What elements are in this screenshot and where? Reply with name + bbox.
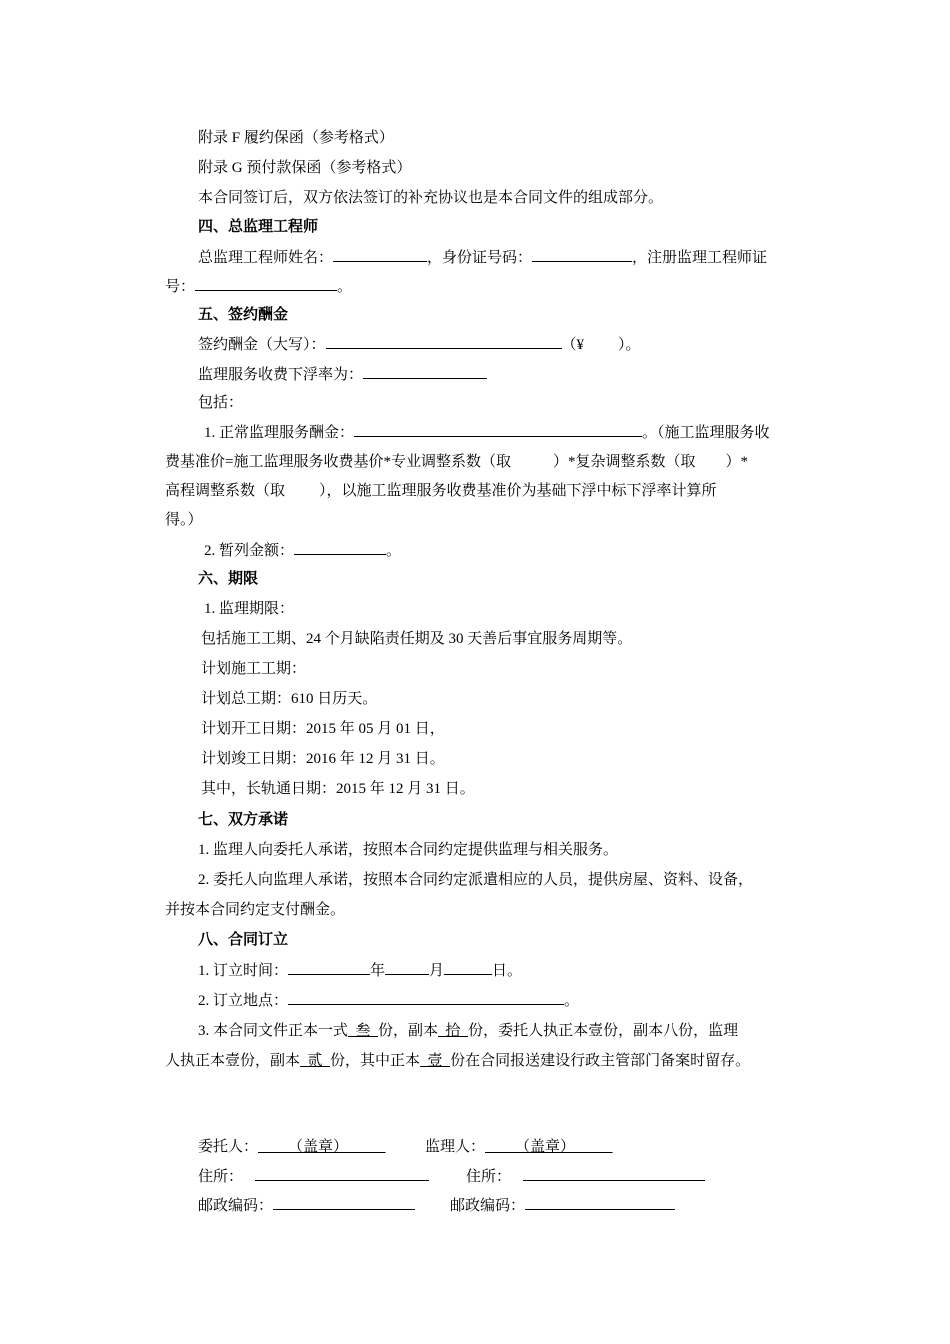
signing-time-line [198,960,522,981]
signing-place-line [198,990,579,1011]
appendix-g: 附录 G 预付款保函（参考格式） [198,160,412,176]
month-blank [385,960,429,975]
client-address-label: 住所： [198,1169,244,1185]
client-postcode-label: 邮政编码： [198,1198,274,1214]
signing-place-blank [288,990,564,1005]
section-7-heading: 七、双方承诺 [198,812,289,828]
month-label: 月 [429,963,445,979]
fee-formula-line [165,452,748,472]
day-label: 日。 [492,963,523,979]
supervisor-address-blank [523,1166,705,1181]
provisional-sum-line [204,540,401,561]
normal-fee-label: 1. 正常监理服务酬金： [204,425,355,441]
signing-time-label: 1. 订立时间： [198,963,289,979]
section-8-heading: 八、合同订立 [198,932,289,948]
client-address [198,1166,429,1187]
year-label: 年 [370,963,386,979]
supervisor-address [466,1166,705,1187]
supervisor-postcode-blank [525,1195,675,1210]
supervisor-signature [425,1137,613,1157]
id-number-blank [532,247,632,262]
client-postcode-blank [273,1195,415,1210]
copies-part4: 人执正本壹份，副本 [165,1053,301,1069]
duplicate-count: 拾 [445,1023,461,1039]
day-blank [444,960,492,975]
planned-period-label: 计划施工工期： [201,661,307,677]
copies-line-1 [198,1021,738,1041]
client-postcode [198,1195,415,1216]
fee-yen-close: ）。 [618,337,641,353]
chief-name-label: 总监理工程师姓名： [198,250,334,266]
chief-engineer-line [198,247,767,268]
long-rail-date: 其中，长轨通日期：2015 年 12 月 31 日。 [201,781,475,797]
fee-capital-blank [326,334,562,349]
section-6-heading: 六、期限 [198,571,259,587]
include-label: 包括： [198,395,244,411]
float-rate-blank [363,364,487,379]
commitment-2-cont: 并按本合同约定支付酬金。 [165,902,346,918]
supervisor-postcode-label: 邮政编码： [450,1198,526,1214]
client-address-blank [255,1166,429,1181]
float-rate-label: 监理服务收费下浮率为： [198,367,364,383]
copies-line-2 [165,1051,750,1071]
formula-end: 得。） [165,512,203,528]
copies-part2: 份，副本 [378,1023,439,1039]
copies-part1: 3. 本合同文件正本一式 [198,1023,349,1039]
copies-part5: 份，其中正本 [330,1053,421,1069]
supervisor-label: 监理人： [425,1139,486,1155]
completion-date: 计划竣工日期：2016 年 12 月 31 日。 [201,751,445,767]
fee-formula-line-2 [165,481,717,501]
client-label: 委托人： [198,1139,259,1155]
provisional-sum-blank [294,540,386,555]
float-rate-line [198,364,487,385]
appendix-f: 附录 F 履约保函（参考格式） [198,130,394,146]
chief-name-blank [333,247,427,262]
supervisor-duplicate-count: 贰 [307,1053,323,1069]
filing-original-count: 壹 [427,1053,443,1069]
cert-label-part2: 号： [165,279,196,295]
formula-part1: 费基准价=施工监理服务收费基价*专业调整系数（取 [165,454,511,470]
fee-yen-open: （¥ [561,337,585,353]
total-duration: 计划总工期：610 日历天。 [201,691,378,707]
fee-capital-label: 签约酬金（大写）： [198,337,326,353]
term-label: 1. 监理期限： [204,601,295,617]
supplement-note: 本合同签订后，双方依法签订的补充协议也是本合同文件的组成部分。 [198,190,664,206]
copies-part6: 份在合同报送建设行政主管部门备案时留存。 [450,1053,751,1069]
term-includes: 包括施工工期、24 个月缺陷责任期及 30 天善后事宜服务周期等。 [201,631,633,647]
commitment-2: 2. 委托人向监理人承诺，按照本合同约定派遣相应的人员，提供房屋、资料、设备， [198,872,754,888]
provisional-sum-label: 2. 暂列金额： [204,543,295,559]
section-4-heading: 四、总监理工程师 [198,219,319,235]
cert-number-blank [195,276,337,291]
cert-label-part1: ，注册监理工程师证 [632,250,768,266]
signing-place-label: 2. 订立地点： [198,993,289,1009]
contract-fee-line [198,334,641,355]
cert-number-line [165,276,352,297]
client-seal: （盖章） [288,1139,349,1155]
section-5-heading: 五、签约酬金 [198,307,289,323]
client-signature [198,1137,386,1157]
formula-part5: ），以施工监理服务收费基准价为基础下浮中标下浮率计算所 [319,483,717,499]
provisional-sum-end: 。 [386,543,402,559]
year-blank [288,960,370,975]
supervisor-address-label: 住所： [466,1169,512,1185]
formula-part2: ）*复杂调整系数（取 [552,454,696,470]
commitment-1: 1. 监理人向委托人承诺，按照本合同约定提供监理与相关服务。 [198,842,619,858]
cert-line-end: 。 [337,279,353,295]
supervisor-seal: （盖章） [515,1139,576,1155]
id-number-label: ，身份证号码： [427,250,533,266]
signing-place-end: 。 [564,993,580,1009]
formula-part4: 高程调整系数（取 [165,483,286,499]
original-count: 叁 [355,1023,371,1039]
normal-fee-note-start: 。（施工监理服务收 [642,425,770,441]
copies-part3: 份，委托人执正本壹份，副本八份，监理 [468,1023,739,1039]
formula-part3: ）* [725,454,748,470]
normal-fee-blank [354,422,642,437]
start-date: 计划开工日期：2015 年 05 月 01 日， [201,721,445,737]
supervisor-postcode [450,1195,675,1216]
normal-fee-line [204,422,770,443]
